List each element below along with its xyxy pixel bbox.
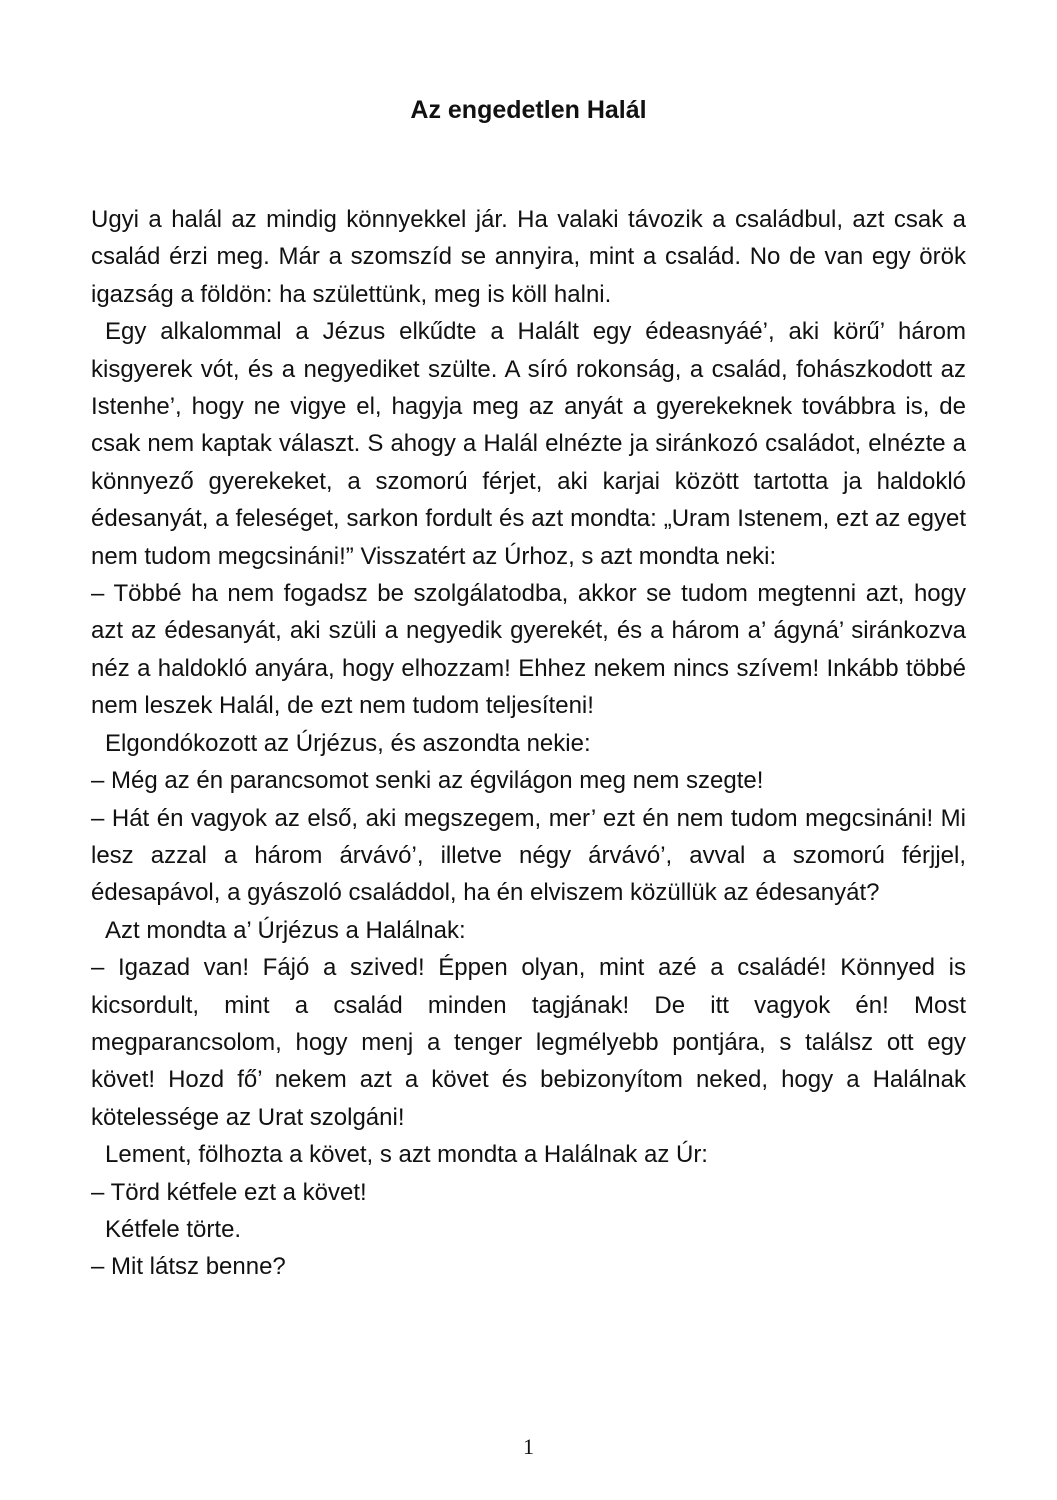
paragraph-stone-brought: Lement, fölhozta a követ, s azt mondta a Halálnak az Úr:: [105, 1141, 708, 1169]
page-number: 1: [523, 1434, 534, 1459]
paragraph-stone-broken: Kétfele törte.: [105, 1215, 242, 1243]
paragraph-jesus-says: Azt mondta a’ Úrjézus a Halálnak:: [105, 916, 466, 944]
dialogue-what-see: – Mit látsz benne?: [91, 1253, 286, 1281]
paragraph-jesus-ponders: Elgondókozott az Úrjézus, és aszondta nekie:: [105, 729, 591, 757]
story-body: [91, 201, 966, 1286]
dialogue-jesus-stone: – Igazad van! Fájó a szived! Éppen olyan, mint azé a családé! Könnyed is kicsordult, mint a család minden tagjának! De itt vagyok én! Most megparancsolom, hogy menj a tenger legmélyebb pontjára, s találsz ott egy követ! Hozd fő’ nekem azt a követ és bebizonyítom neked, hogy a Halálnak kötelessége az Urat szolgáni!: [91, 954, 966, 1131]
paragraph-intro: Ugyi a halál az mindig könnyekkel jár. Ha valaki távozik a családbul, azt csak a család érzi meg. Már a szomszíd se annyira, mint a család. No de van egy örök igazság a földön: ha születtünk, meg is köll halni.: [91, 206, 966, 308]
page-title: Az engedetlen Halál: [410, 96, 647, 124]
dialogue-break-stone: – Törd kétfele ezt a követ!: [91, 1178, 367, 1206]
dialogue-death-refuses: – Többé ha nem fogadsz be szolgálatodba, akkor se tudom megtenni azt, hogy azt az édesanyát, aki szüli a negyedik gyerekét, és a három a’ ágyná’ siránkozva néz a haldokló anyára, hogy elhozzam! Ehhez nekem nincs szívem! Inkább többé nem leszek Halál, de ezt nem tudom teljesíteni!: [91, 580, 966, 720]
dialogue-death-first: – Hát én vagyok az első, aki megszegem, mer’ ezt én nem tudom megcsináni! Mi lesz azzal a három árvávó’, illetve négy árvávó’, avval a szomorú férjjel, édesapávol, a gyászoló családdol, ha én elviszem közüllük az édesanyát?: [91, 804, 966, 907]
dialogue-jesus-command: – Még az én parancsomot senki az égvilágon meg nem szegte!: [91, 767, 764, 795]
paragraph-death-sent: Egy alkalommal a Jézus elkűdte a Halált egy édeasnyáé’, aki körű’ három kisgyerek vót, és a negyediket szülte. A síró rokonság, a család, fohászkodott az Istenhe’, hogy ne vigye el, hagyja meg az anyát a gyerekeknek továbbra is, de csak nem kaptak választ. S ahogy a Halál elnézte ja siránkozó családot, elnézte a könnyező gyerekeket, a szomorú férjet, aki karjai között tartotta ja haldokló édesanyát, a feleséget, sarkon fordult és azt mondta: „Uram Istenem, ezt az egyet nem tudom megcsináni!” Visszatért az Úrhoz, s azt mondta neki:: [91, 318, 966, 570]
